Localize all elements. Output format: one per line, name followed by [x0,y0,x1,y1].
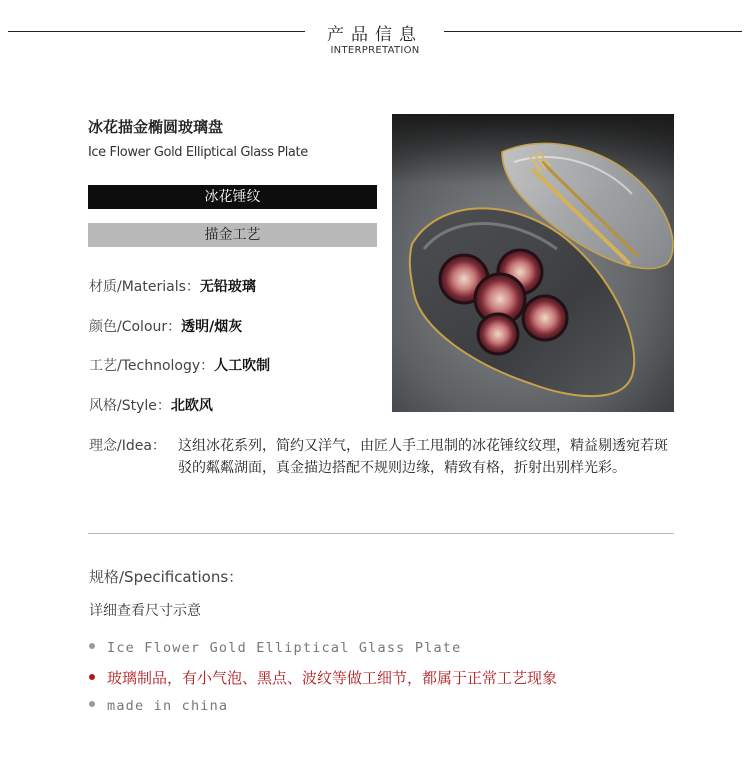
product-name-cn: 冰花描金椭圆玻璃盘 [88,118,224,136]
attr-value: 北欧风 [170,398,213,414]
section-divider [88,533,674,534]
spec-label: 规格/Specifications： [89,568,244,586]
attr-label: 颜色/Colour： [89,319,182,335]
list-item [89,698,228,714]
idea-label: 理念/Idea： [89,438,166,454]
attr-value: 透明/烟灰 [181,319,243,335]
product-photo [392,114,674,412]
craft-label-bar: 描金工艺 [88,223,377,247]
pattern-label-bar: 冰花锤纹 [88,185,377,209]
bullet-text: made in china [107,698,229,714]
bullet-text: 玻璃制品，有小气泡、黑点、波纹等做工细节，都属于正常工艺现象 [107,669,558,687]
section-title: 产品信息 [327,25,423,45]
bullet-dot-icon [89,701,95,707]
attr-materials [89,276,256,296]
attr-style [89,395,213,415]
attr-value: 人工吹制 [214,358,271,374]
attr-colour [89,316,242,336]
section-subtitle: INTERPRETATION [330,45,420,56]
product-name-en: Ice Flower Gold Elliptical Glass Plate [88,145,308,160]
attr-label: 风格/Style： [89,398,171,414]
attr-value: 无铅玻璃 [199,279,256,295]
list-item [89,640,461,656]
attr-label: 工艺/Technology： [89,358,215,374]
bullet-text: Ice Flower Gold Elliptical Glass Plate [107,640,462,656]
list-item [89,667,557,688]
bullet-dot-icon [89,643,95,649]
glass-plate-illustration [392,114,674,412]
spec-subtitle: 详细查看尺寸示意 [89,603,201,619]
bullet-dot-icon [89,674,95,680]
idea-text: 这组冰花系列，简约又洋气，由匠人手工甩制的冰花锤纹纹理，精益剔透宛若斑驳的粼粼湖面，真金描边搭配不规则边缘，精致有格，折射出别样光彩。 [178,438,668,476]
attr-technology [89,355,270,375]
attr-label: 材质/Materials： [89,279,200,295]
